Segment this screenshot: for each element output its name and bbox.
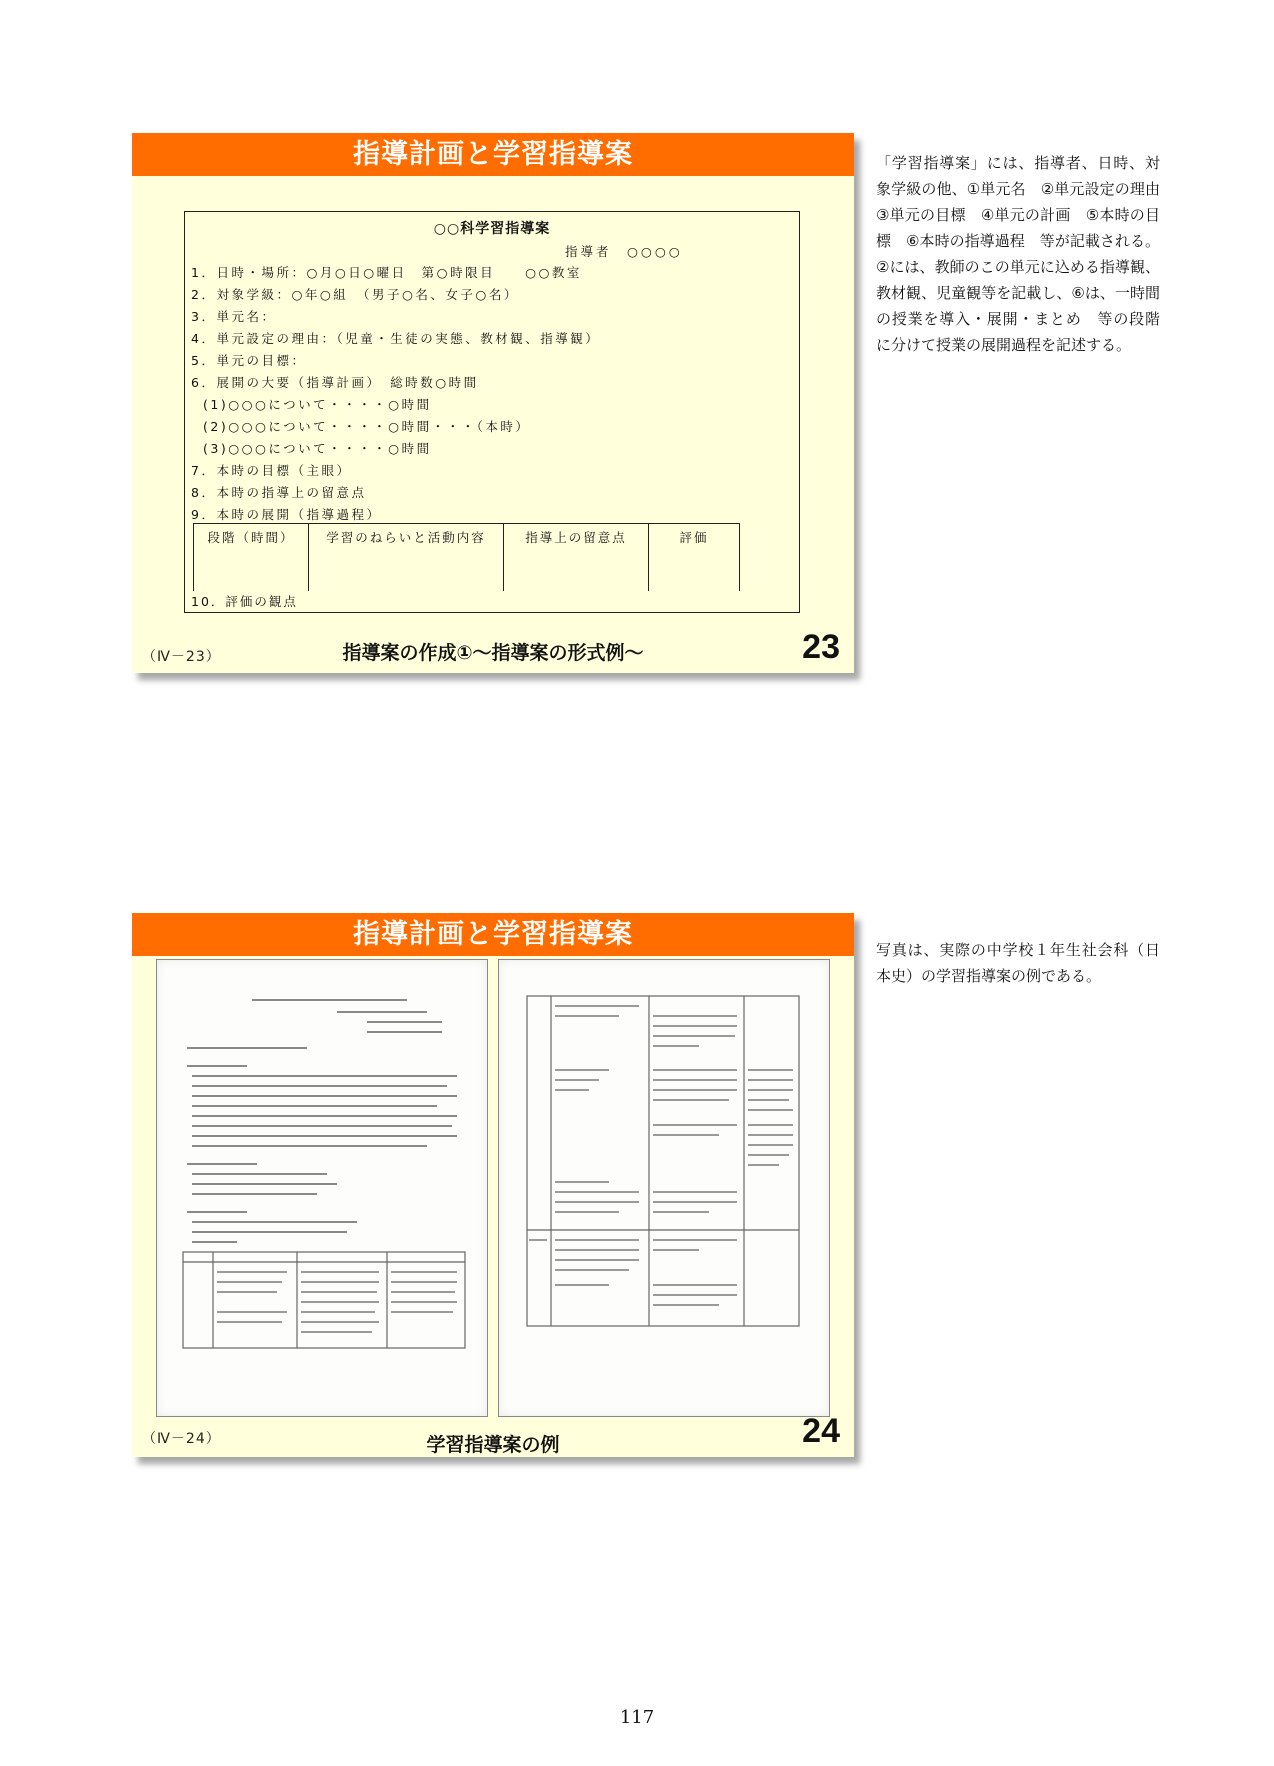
slide-code: （Ⅳ－23） (142, 649, 221, 665)
slide-number: 24 (802, 1412, 840, 1450)
slide-23 (132, 133, 854, 673)
lesson-plan-form (184, 211, 800, 613)
form-line: 3．単元名： (191, 309, 277, 324)
scan-texture (157, 960, 487, 1416)
table-header: 学習のねらいと活動内容 (309, 524, 504, 592)
slide-caption: 学習指導案の例 (426, 1434, 560, 1456)
slide-code: （Ⅳ－24） (142, 1431, 221, 1447)
slide-number: 23 (802, 628, 840, 666)
form-line: 6．展開の大要（指導計画） 総時数○時間 (191, 375, 479, 390)
form-line: 1．日時・場所：○月○日○曜日 第○時限目 ○○教室 (191, 265, 582, 280)
form-line: 2．対象学級：○年○組 （男子○名、女子○名） (191, 287, 519, 302)
note-slide-23: 「学習指導案」には、指導者、日時、対象学級の他、①単元名 ②単元設定の理由 ③単元の目標 ④単元の計画 ⑤本時の目標 ⑥本時の指導過程 等が記載される。②には、教師のこの単元に込める指導観、教材観、児童観等を記載し、⑥は、一時間の授業を導入・展開・まとめ 等の段階に分けて授業の展開過程を記述する。 (876, 154, 1176, 354)
note-slide-24: 写真は、実際の中学校１年生社会科（日本史）の学習指導案の例である。 (876, 941, 1160, 985)
form-line: 8．本時の指導上の留意点 (191, 485, 367, 500)
form-line: 5．単元の目標： (191, 353, 307, 368)
form-title: ○○科学習指導案 (433, 221, 551, 237)
slide-title: 指導計画と学習指導案 (132, 913, 854, 956)
page-number: 117 (619, 1707, 655, 1728)
slide-caption: 指導案の作成①～指導案の形式例～ (342, 642, 644, 664)
form-lines (191, 262, 600, 526)
slide-24 (132, 913, 854, 1457)
form-line: (2)○○○について・・・・○時間・・・（本時） (203, 419, 531, 434)
form-line: 9．本時の展開（指導過程） (191, 507, 382, 522)
form-line: 4．単元設定の理由：（児童・生徒の実態、教材観、指導観） (191, 331, 601, 346)
form-footer: 10．評価の観点 (191, 594, 298, 609)
form-line: (1)○○○について・・・・○時間 (203, 397, 432, 412)
slide-title: 指導計画と学習指導案 (132, 133, 854, 176)
table-header: 段階（時間） (194, 524, 309, 592)
form-author: 指導者 ○○○○ (565, 244, 683, 259)
scanned-lesson-plan-page-1 (156, 959, 488, 1417)
table-header: 評価 (649, 524, 740, 592)
scan-texture (499, 960, 829, 1416)
table-header: 指導上の留意点 (504, 524, 649, 592)
form-line: 7．本時の目標（主眼） (191, 463, 352, 478)
scanned-lesson-plan-page-2 (498, 959, 830, 1417)
stage-table (193, 523, 740, 591)
form-line: (3)○○○について・・・・○時間 (203, 441, 432, 456)
